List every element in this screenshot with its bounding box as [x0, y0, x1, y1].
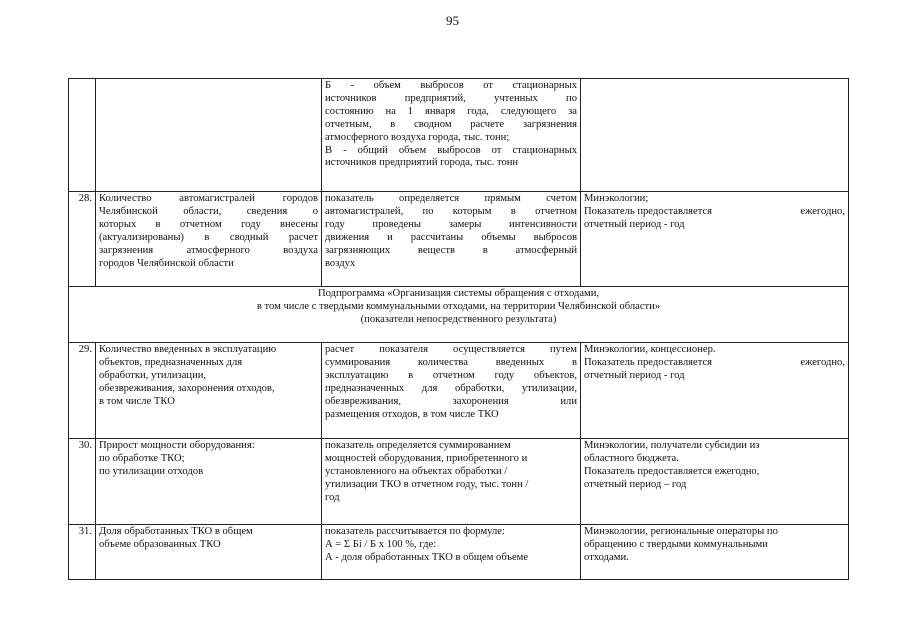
- method-line: суммирования количества введенных в: [325, 356, 577, 368]
- method-line: показатель рассчитывается по формуле:: [325, 526, 505, 537]
- name-line: Прирост мощности оборудования:: [99, 440, 255, 451]
- method-line: отчетным, в сводном расчете загрязнения: [325, 118, 577, 130]
- subprogram-line: Подпрограмма «Организация системы обращения с отходами,: [317, 288, 600, 299]
- resp-line: отчетный период – год: [584, 478, 687, 490]
- name-line: городов Челябинской области: [99, 257, 234, 269]
- method-line: эксплуатацию в отчетном году объектов,: [325, 369, 577, 381]
- table-row-31: [69, 525, 849, 580]
- subprogram-line: в том числе с твердыми коммунальными отходами, на территории Челябинской области»: [256, 300, 661, 312]
- resp-line: Минэкологии, получатели субсидии из: [584, 440, 760, 451]
- cell-responsible: [581, 525, 849, 580]
- name-line: обработки, утилизации,: [99, 369, 207, 381]
- method-line: загрязняющих веществ в атмосферный: [325, 244, 577, 256]
- cell-name: [96, 439, 322, 525]
- name-line: обезвреживания, захоронения отходов,: [99, 382, 275, 394]
- method-line: предназначенных для обработки, утилизации,: [325, 382, 577, 394]
- cell-method: [322, 79, 581, 192]
- method-line: воздух: [325, 257, 356, 269]
- method-line: мощностей оборудования, приобретенного и: [325, 452, 528, 464]
- method-line: В - общий объем выбросов от стационарных: [325, 144, 577, 156]
- method-line: А - доля обработанных ТКО в общем объеме: [325, 551, 529, 563]
- name-line: (актуализированы) в сводный расчет: [99, 231, 318, 243]
- method-line: Б - объем выбросов от стационарных: [325, 80, 577, 91]
- name-line: объеме образованных ТКО: [99, 538, 221, 550]
- resp-text: ежегодно,: [800, 356, 845, 368]
- cell-responsible: [581, 343, 849, 439]
- resp-line: [584, 357, 845, 370]
- page-number: 95: [446, 13, 459, 28]
- resp-line: обращению с твердыми коммунальными: [584, 538, 768, 550]
- cell-responsible: [581, 79, 849, 192]
- row-number: 30.: [69, 439, 96, 525]
- name-line: по обработке ТКО;: [99, 452, 185, 464]
- name-line: Доля обработанных ТКО в общем: [99, 526, 253, 537]
- method-line: показатель определяется суммированием: [325, 440, 511, 451]
- name-line: загрязнения атмосферного воздуха: [99, 244, 318, 256]
- resp-line: отходами.: [584, 551, 629, 563]
- table-row-continuation: [69, 79, 849, 192]
- method-line: расчет показателя осуществляется путем: [325, 344, 577, 355]
- resp-line: Показатель предоставляется ежегодно,: [584, 465, 760, 477]
- resp-text: Показатель предоставляется: [584, 205, 713, 217]
- method-line: установленного на объектах обработки /: [325, 465, 508, 477]
- method-line: источников предприятий города, тыс. тонн: [325, 157, 519, 169]
- method-line: показатель определяется прямым счетом: [325, 193, 577, 204]
- resp-line: Минэкологии;: [584, 193, 649, 204]
- method-line: год: [325, 491, 340, 503]
- cell-method: [322, 343, 581, 439]
- resp-line: отчетный период - год: [584, 369, 685, 381]
- resp-line: Минэкологии, региональные операторы по: [584, 526, 778, 537]
- method-line: году проведены замеры интенсивности: [325, 218, 577, 230]
- subprogram-heading: [69, 287, 849, 343]
- cell-responsible: [581, 439, 849, 525]
- name-line: Челябинской области, сведения о: [99, 205, 318, 217]
- resp-text: ежегодно,: [800, 205, 845, 217]
- cell-num: [69, 79, 96, 192]
- name-line: Количество введенных в эксплуатацию: [99, 344, 277, 355]
- subprogram-line: (показатели непосредственного результата): [360, 313, 557, 325]
- resp-line: [584, 206, 845, 219]
- name-line: объектов, предназначенных для: [99, 356, 243, 368]
- method-line: утилизации ТКО в отчетном году, тыс. тонн /: [325, 478, 529, 490]
- row-number: 29.: [69, 343, 96, 439]
- resp-line: Минэкологии, концессионер.: [584, 344, 716, 355]
- table-row-28: [69, 192, 849, 287]
- method-line: источников предприятий, учтенных по: [325, 92, 577, 104]
- cell-name: [96, 192, 322, 287]
- table-row-30: [69, 439, 849, 525]
- resp-line: областного бюджета.: [584, 452, 679, 464]
- subprogram-row: [69, 287, 849, 343]
- name-line: Количество автомагистралей городов: [99, 193, 318, 204]
- method-line: А = Σ Бi / Б х 100 %, где:: [325, 538, 437, 550]
- method-line: обезвреживания, захоронения или: [325, 395, 577, 407]
- cell-name: [96, 525, 322, 580]
- resp-line: отчетный период - год: [584, 218, 685, 230]
- table-row-29: [69, 343, 849, 439]
- row-number: 31.: [69, 525, 96, 580]
- resp-text: Показатель предоставляется: [584, 356, 713, 368]
- indicators-table: [68, 78, 849, 580]
- method-line: движения и рассчитаны объемы выбросов: [325, 231, 577, 243]
- method-line: размещения отходов, в том числе ТКО: [325, 408, 499, 420]
- cell-method: [322, 439, 581, 525]
- method-line: автомагистралей, по которым в отчетном: [325, 205, 577, 217]
- cell-method: [322, 525, 581, 580]
- name-line: в том числе ТКО: [99, 395, 175, 407]
- name-line: которых в отчетном году внесены: [99, 218, 318, 230]
- name-line: по утилизации отходов: [99, 465, 204, 477]
- row-number: 28.: [69, 192, 96, 287]
- method-line: атмосферного воздуха города, тыс. тонн;: [325, 131, 510, 143]
- method-line: состоянию на 1 января года, следующего за: [325, 105, 577, 117]
- cell-name: [96, 79, 322, 192]
- cell-name: [96, 343, 322, 439]
- cell-responsible: [581, 192, 849, 287]
- cell-method: [322, 192, 581, 287]
